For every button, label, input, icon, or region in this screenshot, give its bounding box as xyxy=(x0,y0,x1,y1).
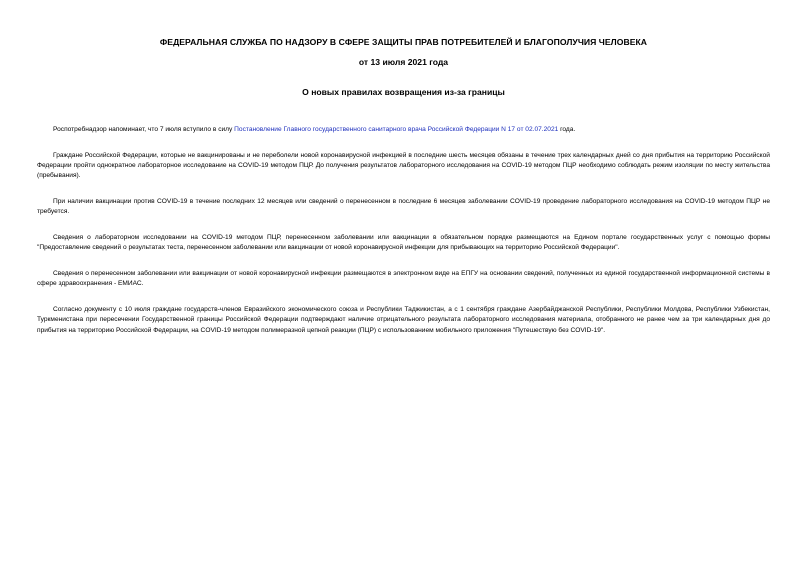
paragraph-emias: Сведения о перенесенном заболевании или вакцинации от новой коронавирусной инфекции размещаются в электронном виде на ЕПГУ на основании сведений, полученных из единой государственной информационной системы в сфере здравоохранения - ЕМИАС. xyxy=(37,270,770,288)
agency-name: ФЕДЕРАЛЬНАЯ СЛУЖБА ПО НАДЗОРУ В СФЕРЕ ЗАЩИТЫ ПРАВ ПОТРЕБИТЕЛЕЙ И БЛАГОПОЛУЧИЯ ЧЕЛОВЕКА xyxy=(159,37,648,47)
document-body xyxy=(37,125,770,351)
document-title: О новых правилах возвращения из-за границы xyxy=(302,87,505,97)
paragraph-gosuslugi: Сведения о лабораторном исследовании на COVID-19 методом ПЦР, перенесенном заболевании или вакцинации в обязательном порядке размещаются на Едином портале государственных услуг с помощью формы "Предоставление сведений о результатах теста, перенесенном заболевании или вакцинации от новой коронавирусной инфекции для прибывающих на территорию Российской Федерации". xyxy=(37,234,770,252)
paragraph-unvaccinated: Граждане Российской Федерации, которые не вакцинированы и не переболели новой коронавирусной инфекцией в последние шесть месяцев обязаны в течение трех календарных дней со дня прибытия на территорию Российской Федерации пройти однократное лабораторное исследование на COVID-19 методом ПЦР. До получения результатов лабораторного исследования на COVID-19 методом ПЦР необходимо соблюдать режим изоляции по месту жительства (пребывания). xyxy=(37,151,770,180)
paragraph-eaeu: Согласно документу с 10 июля граждане государств-членов Евразийского экономического союза и Республики Таджикистан, а с 1 сентября граждане Азербайджанской Республики, Республики Молдова, Республики Узбекистан, Туркменистана при пересечении Государственной границы Российской Федерации подтверждают наличие отрицательного результата лабораторного исследования материала, отобранного не ранее чем за три календарных дня до прибытия на территорию Российской Федерации, на COVID-19 методом полимеразной цепной реакции (ПЦР) с использованием мобильного приложения "Путешествую без COVID-19". xyxy=(37,306,770,334)
paragraph-text: года. xyxy=(558,126,576,133)
document-date: от 13 июля 2021 года xyxy=(358,57,449,67)
paragraph-text: Роспотребнадзор напоминает, что 7 июля вступило в силу xyxy=(53,126,235,133)
paragraph-vaccinated: При наличии вакцинации против COVID-19 в течение последних 12 месяцев или сведений о перенесенном в последние 6 месяцев заболевании COVID-19 проведение лабораторного исследования на COVID-19 методом ПЦР не требуется. xyxy=(37,198,770,216)
paragraph-announcement xyxy=(37,125,770,135)
resolution-link[interactable]: Постановление Главного государственного санитарного врача Российской Федерации N 17 от 02.07.2021 xyxy=(234,126,559,133)
